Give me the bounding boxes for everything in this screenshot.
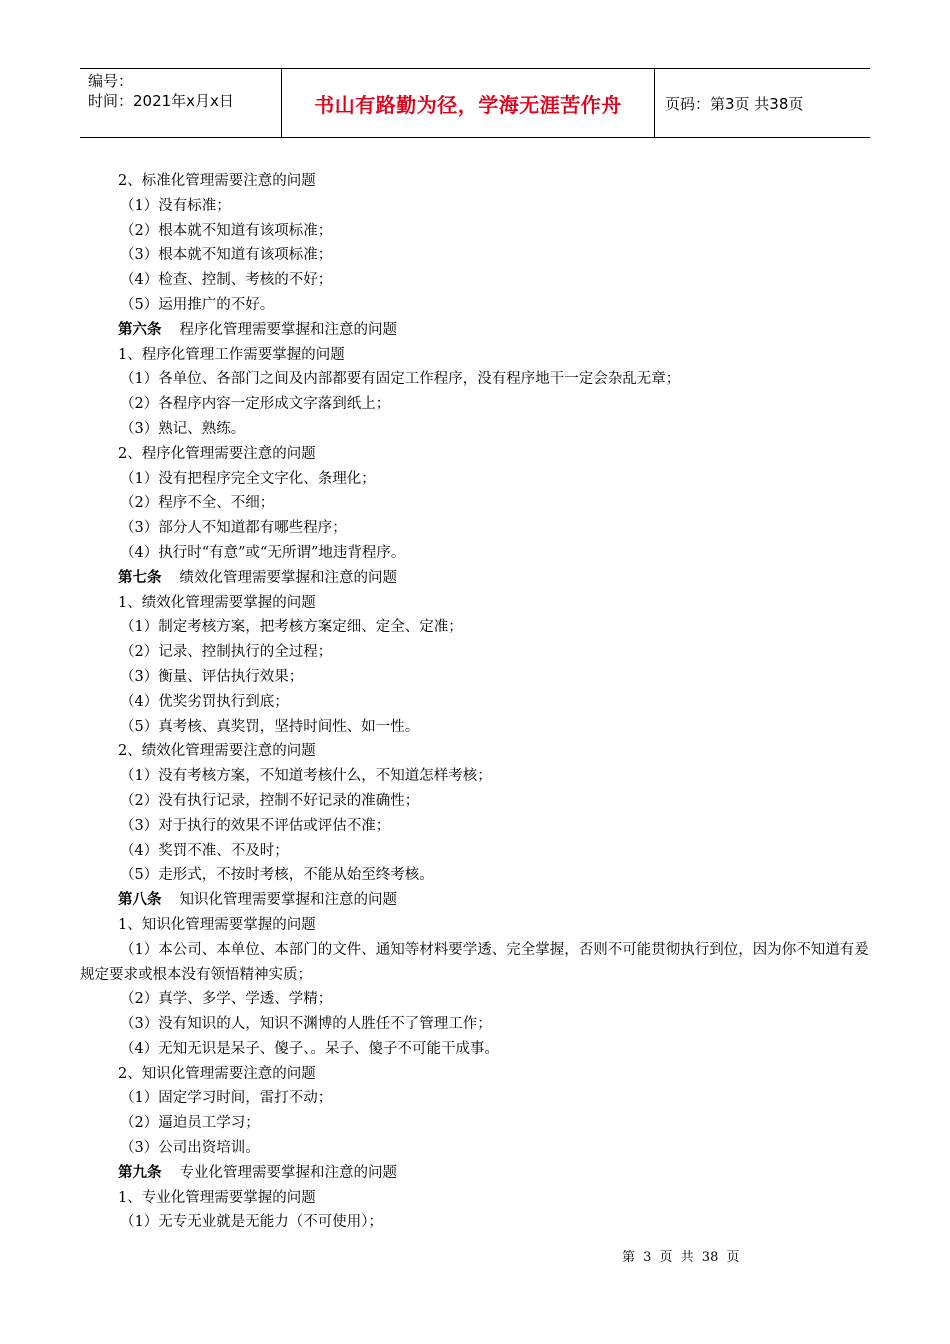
sub-item: （4）无知无识是呆子、傻子、。呆子、傻子不可能干成事。	[120, 1040, 499, 1057]
sub-item: （1）制定考核方案，把考核方案定细、定全、定准；	[120, 619, 463, 636]
section-item: 2、知识化管理需要注意的问题	[118, 1065, 316, 1082]
article-heading	[80, 888, 870, 913]
sub-item: （3）熟记、熟练。	[120, 420, 246, 437]
sub-item: （1）没有把程序完全文字化、条理化；	[120, 470, 376, 487]
section-item: 1、程序化管理工作需要掌握的问题	[118, 346, 345, 363]
section-item: 1、知识化管理需要掌握的问题	[118, 916, 316, 933]
page-footer: 第 3 页 共 38 页	[622, 1250, 740, 1265]
header-meta	[80, 69, 282, 137]
sub-item: （2）程序不全、不细；	[120, 495, 275, 512]
sub-item: （3）公司出资培训。	[120, 1140, 260, 1157]
document-body	[80, 169, 870, 1235]
article-heading	[80, 566, 870, 591]
page-header	[80, 68, 870, 138]
sub-item: （1）固定学习时间，雷打不动；	[120, 1090, 333, 1107]
sub-item: （3）部分人不知道都有哪些程序；	[120, 520, 347, 537]
article-number: 第六条	[118, 320, 162, 338]
sub-item: （1）无专无业就是无能力（不可使用）；	[120, 1214, 383, 1231]
sub-item: （1）各单位、各部门之间及内部都要有固定工作程序，没有程序地干一定会杂乱无章；	[120, 371, 681, 388]
section-item: 2、标准化管理需要注意的问题	[118, 173, 316, 189]
sub-item: （5）真考核、真奖罚，坚持时间性、如一性。	[120, 718, 420, 735]
sub-item: （3）没有知识的人，知识不渊博的人胜任不了管理工作；	[120, 1016, 492, 1033]
header-page-info: 页码：第3页 共38页	[665, 94, 804, 113]
article-title: 程序化管理需要掌握和注意的问题	[179, 321, 397, 338]
sub-item: （4）检查、控制、考核的不好；	[120, 272, 333, 289]
sub-item: （3）衡量、评估执行效果；	[120, 668, 304, 685]
sub-item: （4）优奖劣罚执行到底；	[120, 693, 289, 710]
article-title: 绩效化管理需要掌握和注意的问题	[179, 569, 397, 586]
article-title: 知识化管理需要掌握和注意的问题	[179, 892, 397, 909]
article-number: 第九条	[118, 1163, 162, 1181]
paragraph: （1）本公司、本单位、本部门的文件、通知等材料要学透、完全掌握，否则不可能贯彻执行到位，因为你不知道有爰规定要求或根本没有领悟精神实质；	[80, 941, 869, 983]
number-label: 编号：	[88, 72, 134, 90]
sub-item: （4）执行时“有意”或“无所谓”地违背程序。	[120, 544, 406, 561]
sub-item: （5）运用推广的不好。	[120, 296, 275, 313]
section-item: 2、绩效化管理需要注意的问题	[118, 743, 316, 760]
sub-item: （2）各程序内容一定形成文字落到纸上；	[120, 396, 391, 413]
sub-item: （2）没有执行记录，控制不好记录的准确性；	[120, 792, 420, 809]
article-number: 第八条	[118, 891, 162, 909]
sub-item: （4）奖罚不准、不及时；	[120, 842, 289, 859]
sub-item: （2）真学、多学、学透、学精；	[120, 991, 333, 1008]
section-item: 1、绩效化管理需要掌握的问题	[118, 594, 316, 611]
sub-item: （5）走形式，不按时考核，不能从始至终考核。	[120, 867, 434, 884]
sub-item: （2）逼迫员工学习；	[120, 1115, 260, 1132]
sub-item: （2）记录、控制执行的全过程；	[120, 644, 333, 661]
article-heading	[80, 1161, 870, 1186]
article-title: 专业化管理需要掌握和注意的问题	[179, 1164, 397, 1181]
sub-item: （1）没有标准；	[120, 197, 231, 214]
section-item: 2、程序化管理需要注意的问题	[118, 445, 316, 462]
sub-item: （2）根本就不知道有该项标准；	[120, 222, 333, 239]
sub-item: （1）没有考核方案，不知道考核什么，不知道怎样考核；	[120, 768, 492, 785]
sub-item: （3）根本就不知道有该项标准；	[120, 247, 333, 264]
header-motto: 书山有路勤为径，学海无涯苦作舟	[282, 69, 655, 137]
time-label: 时间：2021年x月x日	[88, 92, 234, 110]
article-number: 第七条	[118, 568, 162, 586]
article-heading	[80, 318, 870, 343]
sub-item: （3）对于执行的效果不评估或评估不准；	[120, 817, 391, 834]
section-item: 1、专业化管理需要掌握的问题	[118, 1189, 316, 1206]
